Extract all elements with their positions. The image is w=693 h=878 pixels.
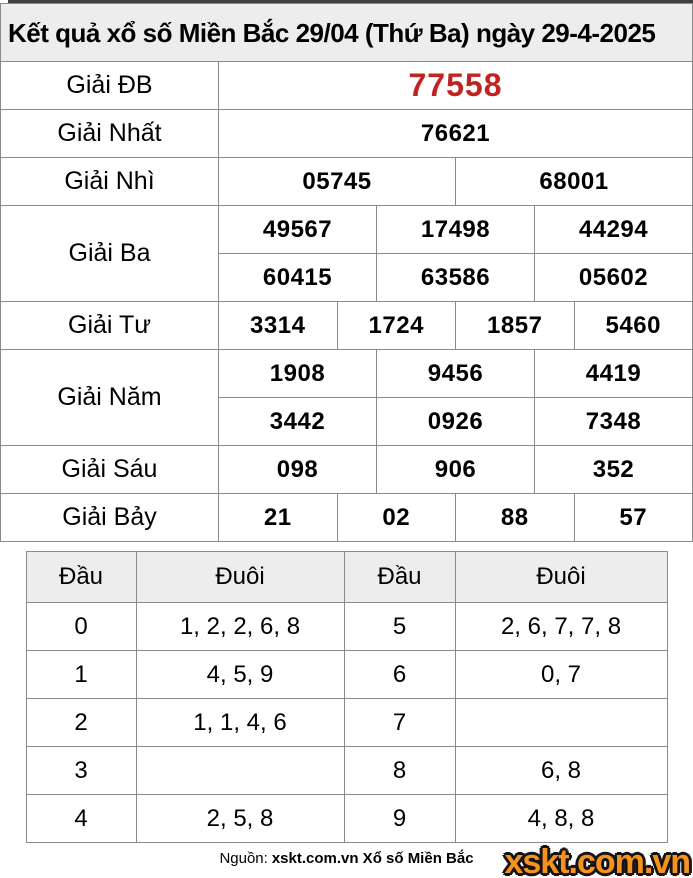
prize-number: 44294 — [535, 206, 693, 254]
col-header-dau-left: Đầu — [26, 552, 136, 603]
prize-number: 68001 — [456, 158, 693, 206]
head-cell: 1 — [26, 651, 136, 699]
tail-cell: 2, 5, 8 — [136, 795, 344, 843]
head-cell: 8 — [344, 747, 455, 795]
head-cell: 5 — [344, 603, 455, 651]
head-tail-header-row — [26, 552, 667, 603]
col-header-duoi-right: Đuôi — [455, 552, 667, 603]
prize-number: 02 — [337, 494, 456, 542]
prize-number: 098 — [219, 446, 377, 494]
tail-cell — [136, 747, 344, 795]
prize-number: 4419 — [535, 350, 693, 398]
prize-number: 352 — [535, 446, 693, 494]
prize-number: 7348 — [535, 398, 693, 446]
head-cell: 6 — [344, 651, 455, 699]
tail-cell: 4, 5, 9 — [136, 651, 344, 699]
prize-label-ba: Giải Ba — [1, 206, 219, 302]
prize-number: 3442 — [219, 398, 377, 446]
source-label: Nguồn: — [219, 850, 268, 867]
prize-number: 906 — [377, 446, 535, 494]
prize-row-ba — [1, 206, 693, 254]
prize-table — [0, 61, 693, 542]
prize-number: 0926 — [377, 398, 535, 446]
head-cell: 9 — [344, 795, 455, 843]
source-value: xskt.com.vn Xổ số Miền Bắc — [271, 850, 474, 867]
prize-number: 9456 — [377, 350, 535, 398]
head-cell: 2 — [26, 699, 136, 747]
tail-cell: 2, 6, 7, 7, 8 — [455, 603, 667, 651]
col-header-duoi-left: Đuôi — [136, 552, 344, 603]
tail-cell: 6, 8 — [455, 747, 667, 795]
prize-number: 60415 — [219, 254, 377, 302]
tail-cell: 0, 7 — [455, 651, 667, 699]
prize-number: 21 — [219, 494, 338, 542]
prize-row-nhat — [1, 110, 693, 158]
prize-row-nam — [1, 350, 693, 398]
prize-number: 3314 — [219, 302, 338, 350]
prize-label-sau: Giải Sáu — [1, 446, 219, 494]
prize-number: 1908 — [219, 350, 377, 398]
prize-row-tu — [1, 302, 693, 350]
head-tail-row — [26, 699, 667, 747]
prize-number: 05745 — [219, 158, 456, 206]
head-tail-row — [26, 603, 667, 651]
prize-label-tu: Giải Tư — [1, 302, 219, 350]
results-panel — [0, 3, 693, 867]
head-cell: 3 — [26, 747, 136, 795]
prize-number: 88 — [456, 494, 575, 542]
prize-number: 5460 — [574, 302, 693, 350]
col-header-dau-right: Đầu — [344, 552, 455, 603]
prize-row-sau — [1, 446, 693, 494]
tail-cell: 4, 8, 8 — [455, 795, 667, 843]
head-tail-table — [26, 551, 668, 843]
prize-number: 57 — [574, 494, 693, 542]
head-cell: 7 — [344, 699, 455, 747]
prize-number: 49567 — [219, 206, 377, 254]
prize-row-nhi — [1, 158, 693, 206]
prize-number: 05602 — [535, 254, 693, 302]
tail-cell: 1, 1, 4, 6 — [136, 699, 344, 747]
page-title: Kết quả xổ số Miền Bắc 29/04 (Thứ Ba) ngày 29-4-2025 — [0, 3, 693, 61]
prize-label-nhi: Giải Nhì — [1, 158, 219, 206]
prize-number: 76621 — [219, 110, 693, 158]
prize-label-nhat: Giải Nhất — [1, 110, 219, 158]
head-tail-row — [26, 747, 667, 795]
tail-cell: 1, 2, 2, 6, 8 — [136, 603, 344, 651]
prize-number: 63586 — [377, 254, 535, 302]
prize-label-db: Giải ĐB — [1, 62, 219, 110]
prize-label-bay: Giải Bảy — [1, 494, 219, 542]
site-logo[interactable]: xskt.com.vn — [504, 843, 690, 878]
head-tail-row — [26, 795, 667, 843]
head-cell: 4 — [26, 795, 136, 843]
prize-row-bay — [1, 494, 693, 542]
head-cell: 0 — [26, 603, 136, 651]
prize-row-db — [1, 62, 693, 110]
prize-label-nam: Giải Năm — [1, 350, 219, 446]
prize-number: 1724 — [337, 302, 456, 350]
head-tail-row — [26, 651, 667, 699]
prize-number-special: 77558 — [219, 62, 693, 110]
prize-number: 17498 — [377, 206, 535, 254]
prize-number: 1857 — [456, 302, 575, 350]
tail-cell — [455, 699, 667, 747]
